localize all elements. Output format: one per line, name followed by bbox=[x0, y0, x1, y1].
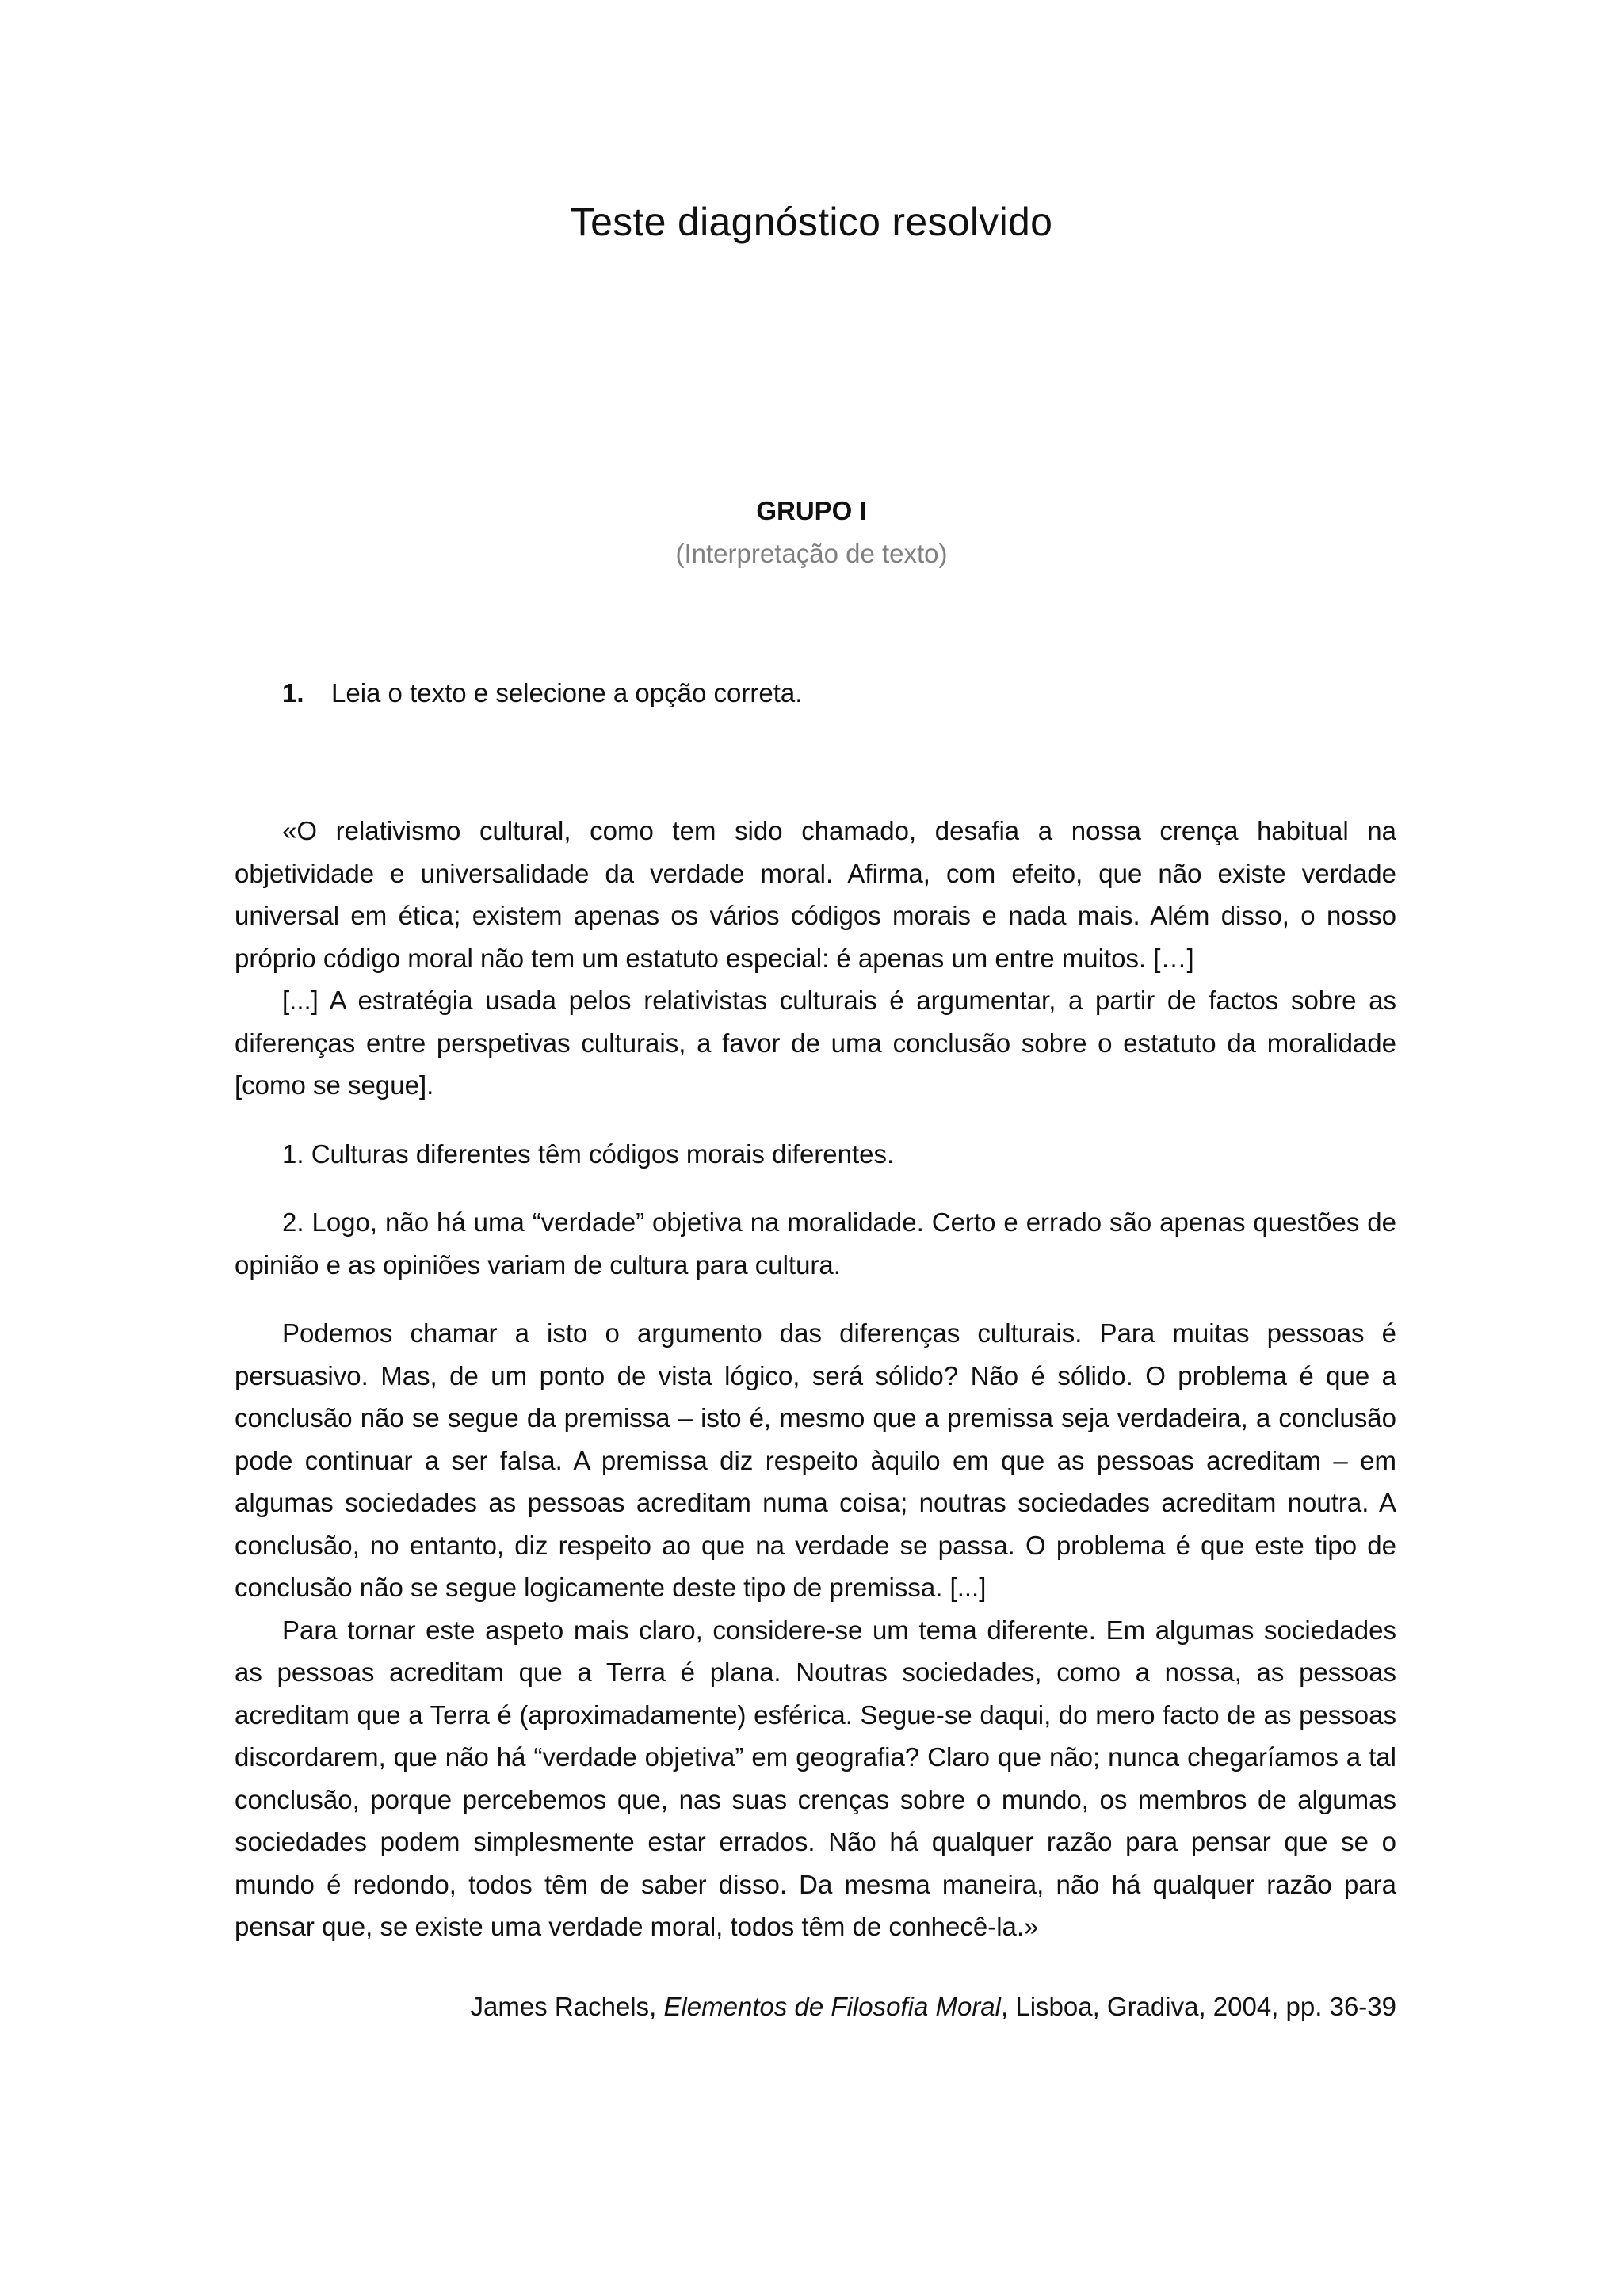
citation-publication: , Lisboa, Gradiva, 2004, pp. 36-39 bbox=[1001, 1992, 1396, 2021]
argument-premise: 1. Culturas diferentes têm códigos morais diferentes. bbox=[282, 1138, 895, 1169]
question-1 bbox=[282, 672, 802, 715]
question-text: Leia o texto e selecione a opção correta. bbox=[331, 678, 803, 707]
passage-paragraph-6: Para tornar este aspeto mais claro, considere-se um tema diferente. Em algumas sociedades as pessoas acreditam que a Terra é plana. Noutras sociedades, como a nossa, as pessoas acreditam que a Terra é (aproximadamente) esférica. Segue-se daqui, do mero facto de as pessoas discordarem, que não há “verdade objetiva” em geografia? Claro que não; nunca chegaríamos a tal conclusão, porque percebemos que, nas suas crenças sobre o mundo, os membros de algumas sociedades podem simplesmente estar errados. Não há qualquer razão para pensar que se o mundo é redondo, todos têm de saber disso. Da mesma maneira, não há qualquer razão para pensar que, se existe uma verdade moral, todos têm de conhecê-la.» bbox=[235, 1615, 1396, 1941]
source-citation bbox=[235, 1985, 1396, 2028]
question-number: 1. bbox=[282, 678, 304, 707]
passage-paragraph-1: «O relativismo cultural, como tem sido chamado, desafia a nossa crença habitual na objetividade e universalidade da verdade moral. Afirma, com efeito, que não existe verdade universal em ética; existem apenas os vários códigos morais e nada mais. Além disso, o nosso próprio código moral não tem um estatuto especial: é apenas um entre muitos. […] bbox=[235, 816, 1396, 973]
document-title: Teste diagnóstico resolvido bbox=[570, 200, 1053, 244]
group-subtitle: (Interpretação de texto) bbox=[675, 539, 948, 568]
passage bbox=[235, 810, 1396, 1948]
passage-paragraph-5: Podemos chamar a isto o argumento das diferenças culturais. Para muitas pessoas é persuasivo. Mas, de um ponto de vista lógico, será sólido? Não é sólido. O problema é que a conclusão não se segue da premissa – isto é, mesmo que a premissa seja verdadeira, a conclusão pode continuar a ser falsa. A premissa diz respeito àquilo em que as pessoas acreditam – em algumas sociedades as pessoas acreditam numa coisa; noutras sociedades acreditam noutra. A conclusão, no entanto, diz respeito ao que na verdade se passa. O problema é que este tipo de conclusão não se segue logicamente deste tipo de premissa. [...] bbox=[235, 1318, 1396, 1602]
citation-author: James Rachels, bbox=[470, 1992, 664, 2021]
group-title: GRUPO I bbox=[756, 496, 867, 525]
passage-paragraph-2: [...] A estratégia usada pelos relativistas culturais é argumentar, a partir de factos sobre as diferenças entre perspetivas culturais, a favor de uma conclusão sobre o estatuto da moralidade [como se segue]. bbox=[235, 986, 1396, 1100]
citation-book-title: Elementos de Filosofia Moral bbox=[663, 1992, 1001, 2021]
argument-conclusion: 2. Logo, não há uma “verdade” objetiva na moralidade. Certo e errado são apenas questões de opinião e as opiniões variam de cultura para cultura. bbox=[235, 1207, 1396, 1280]
group-header bbox=[0, 490, 1623, 575]
